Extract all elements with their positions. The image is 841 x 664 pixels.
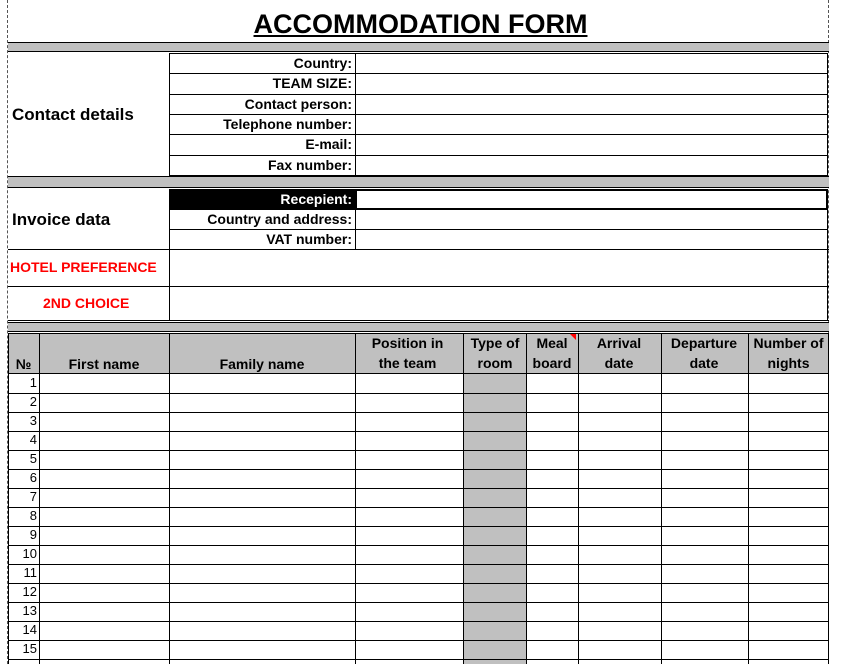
table-cell[interactable] xyxy=(749,489,828,507)
table-cell[interactable] xyxy=(170,413,355,431)
table-cell[interactable] xyxy=(579,394,661,412)
table-cell[interactable] xyxy=(527,432,578,450)
table-cell[interactable] xyxy=(464,489,526,507)
table-cell[interactable] xyxy=(579,375,661,393)
col-departure-header: Departure date xyxy=(670,335,738,371)
table-cell[interactable] xyxy=(40,413,169,431)
table-cell[interactable] xyxy=(356,565,463,583)
contact-field-label: Fax number: xyxy=(267,157,352,173)
col-room-type-header: Type of room xyxy=(470,335,520,371)
table-cell[interactable] xyxy=(527,622,578,640)
contact-section-label: Contact details xyxy=(12,105,134,124)
table-cell[interactable] xyxy=(40,508,169,526)
table-cell[interactable] xyxy=(749,413,828,431)
table-cell[interactable] xyxy=(356,603,463,621)
separator-bar xyxy=(8,176,829,188)
table-cell[interactable] xyxy=(40,622,169,640)
row-number: 2 xyxy=(29,394,37,409)
table-cell[interactable] xyxy=(40,641,169,659)
table-cell[interactable] xyxy=(356,451,463,469)
contact-field-label: Country: xyxy=(293,55,352,71)
table-cell[interactable] xyxy=(662,641,748,659)
table-cell[interactable] xyxy=(662,584,748,602)
table-cell[interactable] xyxy=(662,622,748,640)
table-cell[interactable] xyxy=(527,413,578,431)
table-cell[interactable] xyxy=(40,603,169,621)
table-cell[interactable] xyxy=(170,622,355,640)
table-cell[interactable] xyxy=(579,508,661,526)
row-line xyxy=(8,659,829,660)
col-position-header: Position in the team xyxy=(371,335,444,371)
table-cell[interactable] xyxy=(749,565,828,583)
row-number: 4 xyxy=(29,432,37,447)
table-cell[interactable] xyxy=(464,527,526,545)
row-number: 9 xyxy=(29,527,37,542)
table-cell[interactable] xyxy=(662,603,748,621)
table-cell[interactable] xyxy=(40,394,169,412)
contact-field-input[interactable] xyxy=(356,95,827,114)
hotel-section xyxy=(8,249,829,321)
table-cell[interactable] xyxy=(749,394,828,412)
col-nights-header: Number of nights xyxy=(753,335,824,371)
table-cell[interactable] xyxy=(464,394,526,412)
table-cell[interactable] xyxy=(464,375,526,393)
table-cell[interactable] xyxy=(356,413,463,431)
table-cell[interactable] xyxy=(356,508,463,526)
table-cell[interactable] xyxy=(527,603,578,621)
second-choice-label: 2ND CHOICE xyxy=(43,295,130,311)
contact-field-input[interactable] xyxy=(356,115,827,134)
table-cell[interactable] xyxy=(356,546,463,564)
table-cell[interactable] xyxy=(579,641,661,659)
table-cell[interactable] xyxy=(579,565,661,583)
table-cell[interactable] xyxy=(464,451,526,469)
comment-indicator-icon[interactable] xyxy=(570,334,576,340)
row-number: 10 xyxy=(22,546,37,561)
row-number: 8 xyxy=(29,508,37,523)
table-cell[interactable] xyxy=(356,489,463,507)
table-cell[interactable] xyxy=(170,470,355,488)
table-cell[interactable] xyxy=(356,641,463,659)
table-cell[interactable] xyxy=(170,394,355,412)
table-cell[interactable] xyxy=(356,527,463,545)
table-cell[interactable] xyxy=(749,622,828,640)
table-cell[interactable] xyxy=(170,565,355,583)
form-title: ACCOMMODATION FORM xyxy=(253,9,588,39)
table-cell[interactable] xyxy=(527,508,578,526)
table-cell[interactable] xyxy=(749,546,828,564)
row-number: 15 xyxy=(22,641,37,656)
row-number: 7 xyxy=(29,489,37,504)
table-cell[interactable] xyxy=(356,394,463,412)
table-cell[interactable] xyxy=(170,641,355,659)
table-cell[interactable] xyxy=(40,546,169,564)
participants-table xyxy=(8,333,829,664)
contact-field-label: Telephone number: xyxy=(223,116,352,132)
table-cell[interactable] xyxy=(170,489,355,507)
table-cell[interactable] xyxy=(579,603,661,621)
row-number: 1 xyxy=(29,375,37,390)
contact-field-label: TEAM SIZE: xyxy=(272,75,352,91)
table-cell[interactable] xyxy=(749,375,828,393)
col-meal-board-header: Meal board xyxy=(532,335,572,371)
row-number: 11 xyxy=(23,565,37,580)
table-cell[interactable] xyxy=(170,432,355,450)
table-cell[interactable] xyxy=(170,584,355,602)
table-cell[interactable] xyxy=(527,584,578,602)
table-cell[interactable] xyxy=(662,451,748,469)
table-cell[interactable] xyxy=(356,432,463,450)
table-cell[interactable] xyxy=(527,641,578,659)
table-cell[interactable] xyxy=(170,603,355,621)
table-cell[interactable] xyxy=(579,489,661,507)
table-cell[interactable] xyxy=(527,527,578,545)
row-number: 6 xyxy=(29,470,37,485)
contact-field-label: E-mail: xyxy=(305,136,352,152)
contact-field-label: Contact person: xyxy=(244,96,352,112)
col-first-name-header: First name xyxy=(68,356,140,372)
table-cell[interactable] xyxy=(579,584,661,602)
table-cell[interactable] xyxy=(527,546,578,564)
contact-field-input[interactable] xyxy=(356,54,827,73)
table-cell[interactable] xyxy=(40,451,169,469)
table-cell[interactable] xyxy=(464,413,526,431)
table-cell[interactable] xyxy=(527,394,578,412)
table-cell[interactable] xyxy=(662,375,748,393)
invoice-field-input[interactable] xyxy=(356,210,827,229)
table-cell[interactable] xyxy=(749,641,828,659)
table-cell[interactable] xyxy=(579,622,661,640)
table-cell[interactable] xyxy=(749,451,828,469)
table-cell[interactable] xyxy=(170,375,355,393)
table-cell[interactable] xyxy=(464,508,526,526)
table-cell[interactable] xyxy=(170,508,355,526)
table-cell[interactable] xyxy=(464,622,526,640)
table-cell[interactable] xyxy=(662,470,748,488)
table-cell[interactable] xyxy=(527,565,578,583)
contact-field-input[interactable] xyxy=(356,135,827,154)
hotel-preference-input[interactable] xyxy=(170,250,827,286)
invoice-field-label: VAT number: xyxy=(266,231,352,247)
table-cell[interactable] xyxy=(40,565,169,583)
contact-section xyxy=(8,53,829,176)
table-cell[interactable] xyxy=(356,622,463,640)
table-cell[interactable] xyxy=(662,489,748,507)
col-arrival-header: Arrival date xyxy=(596,335,642,371)
table-cell[interactable] xyxy=(749,527,828,545)
table-cell[interactable] xyxy=(749,470,828,488)
table-cell[interactable] xyxy=(40,489,169,507)
table-cell[interactable] xyxy=(464,641,526,659)
table-cell[interactable] xyxy=(40,470,169,488)
table-cell[interactable] xyxy=(356,470,463,488)
separator-bar xyxy=(8,42,829,52)
row-number: 14 xyxy=(22,622,37,637)
table-cell[interactable] xyxy=(579,470,661,488)
invoice-section xyxy=(8,189,829,249)
table-cell[interactable] xyxy=(356,584,463,602)
table-cell[interactable] xyxy=(579,432,661,450)
row-number: 3 xyxy=(29,413,37,428)
separator-bar xyxy=(8,322,829,332)
table-cell[interactable] xyxy=(464,584,526,602)
row-number: 12 xyxy=(22,584,37,599)
col-number-header: № xyxy=(15,356,32,372)
table-cell[interactable] xyxy=(464,565,526,583)
table-cell[interactable] xyxy=(662,565,748,583)
table-cell[interactable] xyxy=(464,603,526,621)
table-cell[interactable] xyxy=(170,451,355,469)
invoice-field-input[interactable] xyxy=(356,190,827,209)
table-cell[interactable] xyxy=(579,546,661,564)
table-cell[interactable] xyxy=(40,375,169,393)
row-number: 5 xyxy=(29,451,37,466)
hotel-preference-label: HOTEL PREFERENCE xyxy=(10,259,157,275)
table-cell[interactable] xyxy=(170,527,355,545)
table-cell[interactable] xyxy=(40,432,169,450)
contact-field-input[interactable] xyxy=(356,74,827,93)
table-cell[interactable] xyxy=(527,375,578,393)
table-cell[interactable] xyxy=(749,584,828,602)
invoice-section-label: Invoice data xyxy=(12,210,111,229)
invoice-field-label: Recepient: xyxy=(170,190,355,209)
table-cell[interactable] xyxy=(356,375,463,393)
table-cell[interactable] xyxy=(464,470,526,488)
invoice-field-input[interactable] xyxy=(356,230,827,249)
table-cell[interactable] xyxy=(662,432,748,450)
table-cell[interactable] xyxy=(464,546,526,564)
table-cell[interactable] xyxy=(662,546,748,564)
header-top-line xyxy=(8,333,829,334)
table-cell[interactable] xyxy=(662,413,748,431)
table-cell[interactable] xyxy=(749,508,828,526)
table-cell[interactable] xyxy=(579,413,661,431)
table-cell[interactable] xyxy=(662,527,748,545)
table-cell[interactable] xyxy=(527,470,578,488)
table-cell[interactable] xyxy=(579,451,661,469)
contact-field-input[interactable] xyxy=(356,156,827,175)
table-cell[interactable] xyxy=(40,527,169,545)
invoice-field-label: Country and address: xyxy=(207,211,352,227)
table-cell[interactable] xyxy=(749,432,828,450)
table-cell[interactable] xyxy=(527,489,578,507)
table-cell[interactable] xyxy=(527,451,578,469)
table-cell[interactable] xyxy=(170,546,355,564)
row-number: 13 xyxy=(22,603,37,618)
table-cell[interactable] xyxy=(662,508,748,526)
table-cell[interactable] xyxy=(40,584,169,602)
table-cell[interactable] xyxy=(464,432,526,450)
col-family-name-header: Family name xyxy=(219,356,305,372)
table-cell[interactable] xyxy=(662,394,748,412)
table-cell[interactable] xyxy=(579,527,661,545)
table-cell[interactable] xyxy=(749,603,828,621)
second-choice-input[interactable] xyxy=(170,287,827,320)
